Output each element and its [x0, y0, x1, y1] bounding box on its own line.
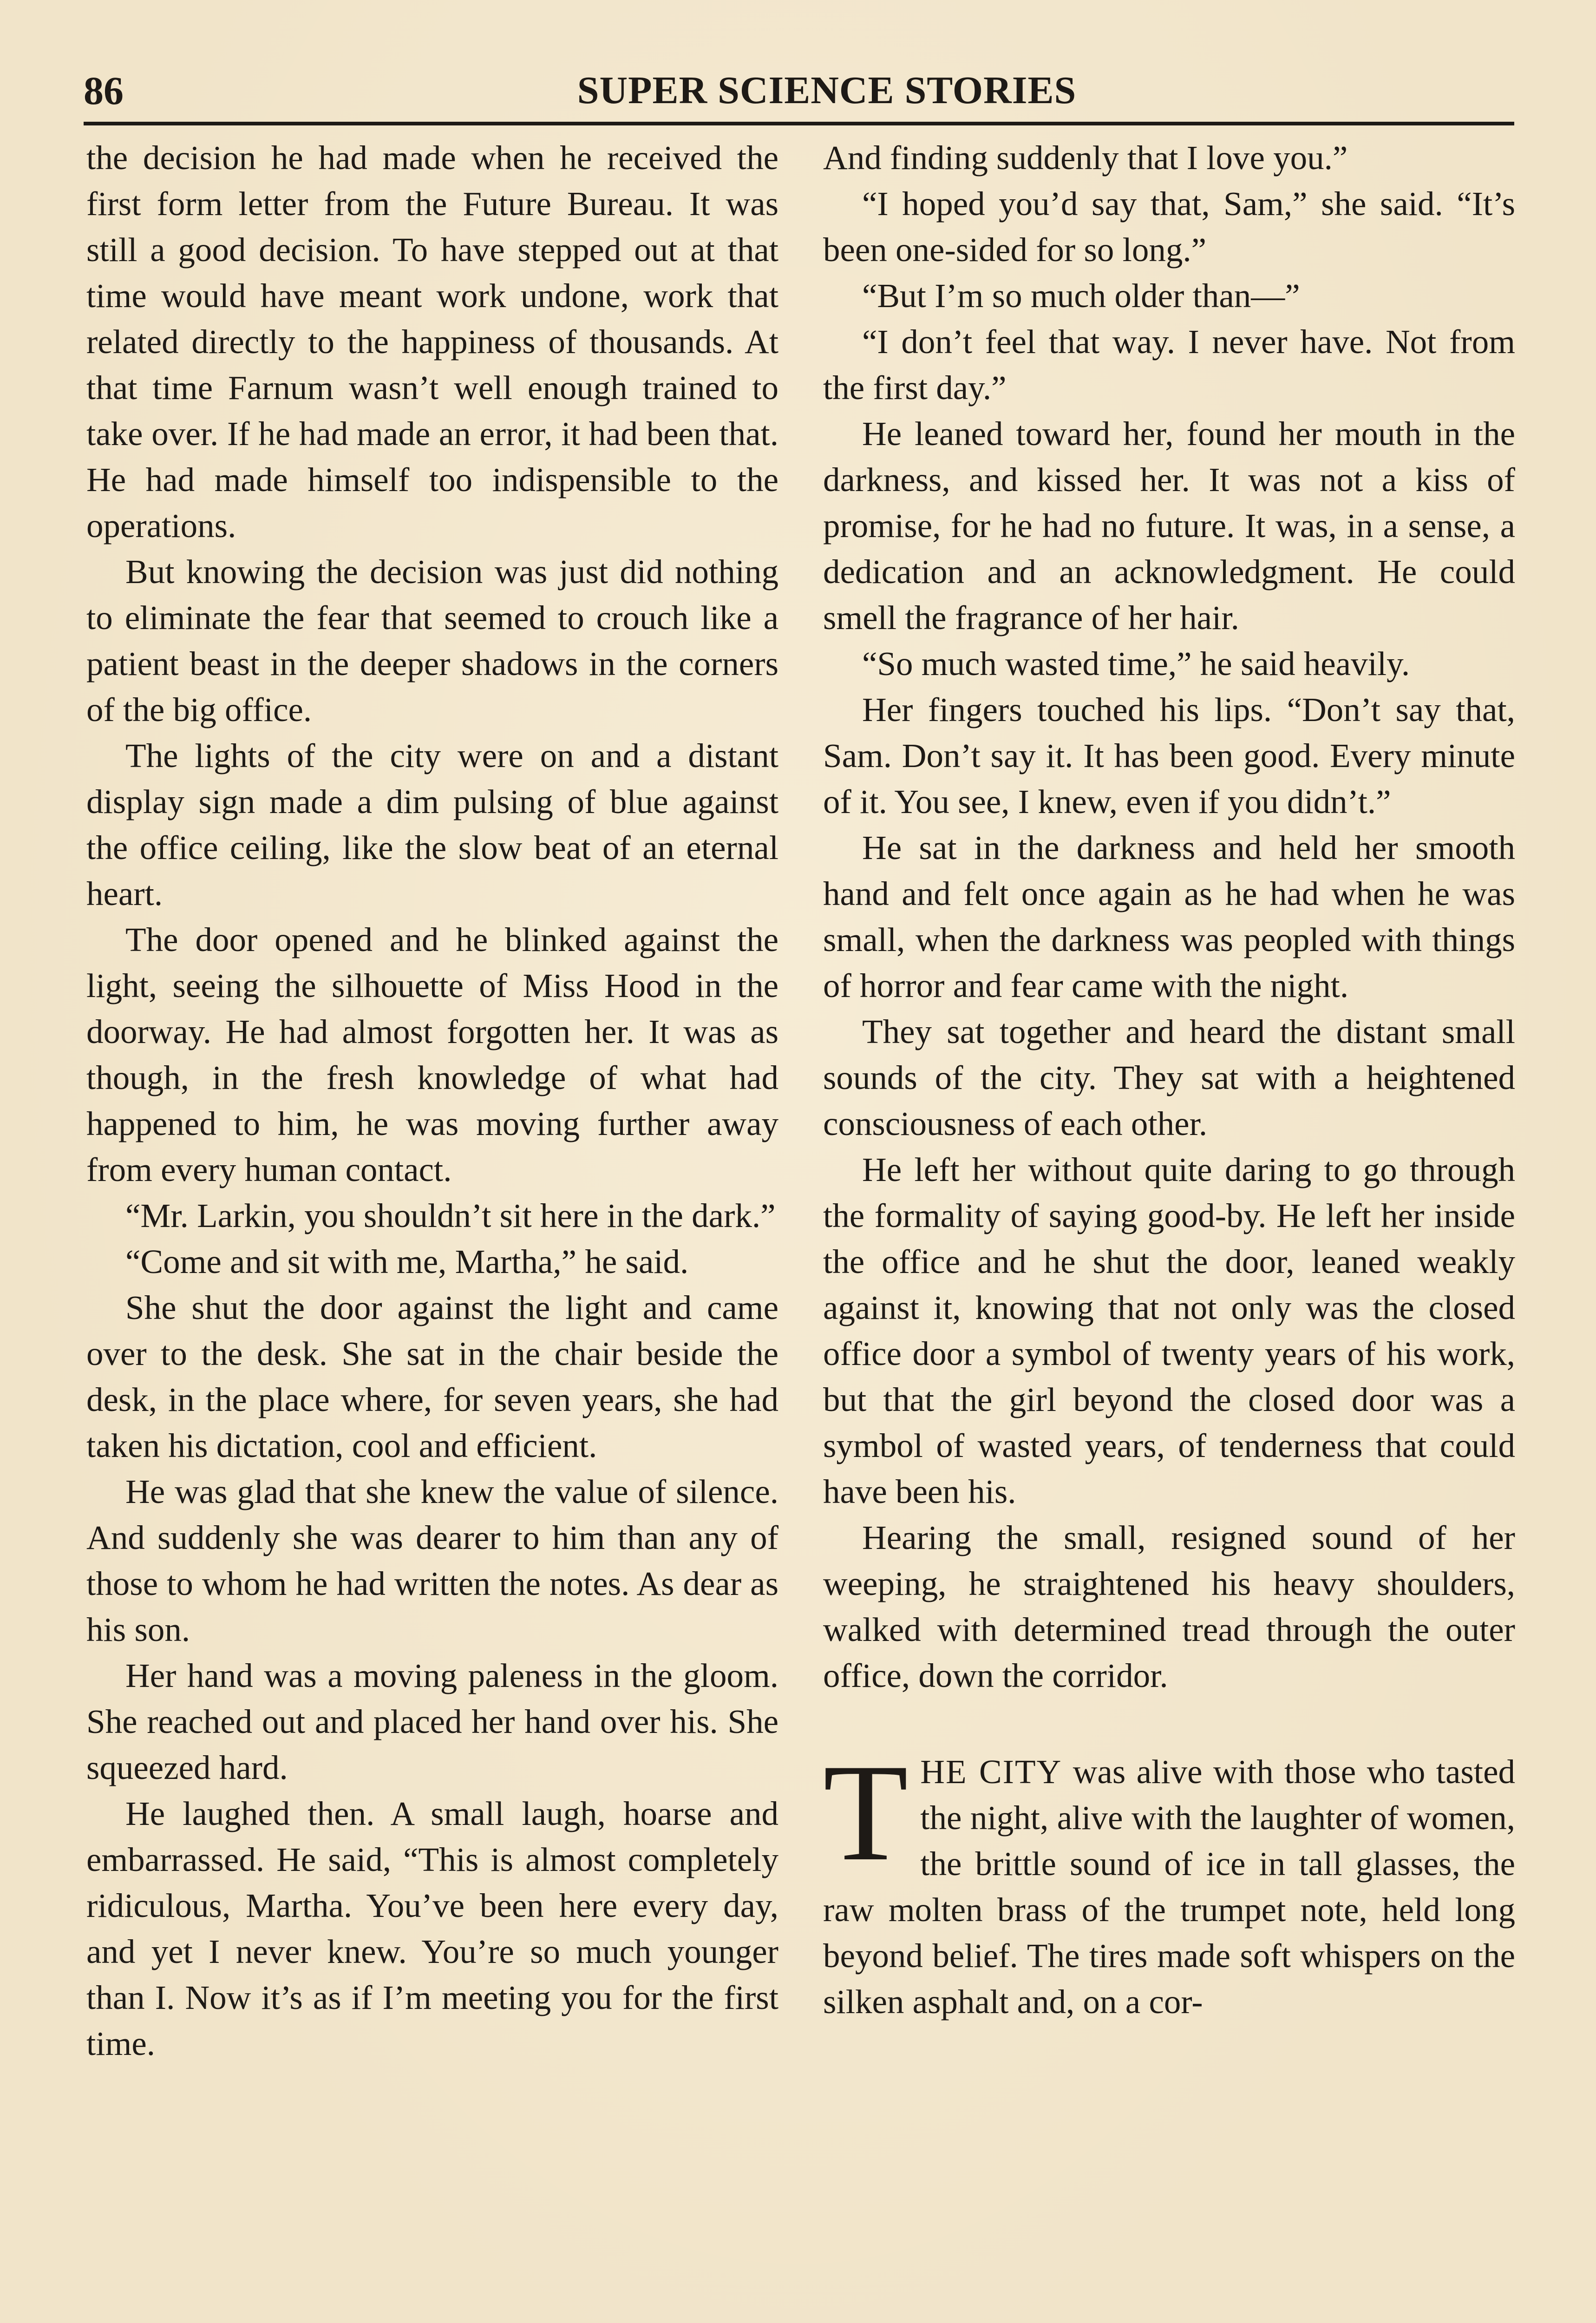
page-header: [84, 65, 1514, 125]
paragraph: “Mr. Larkin, you shouldn’t sit here in the dark.”: [125, 1197, 776, 1234]
paragraph: Her fingers touched his lips. “Don’t say that, Sam. Don’t say it. It has been good. Every minute of it. You see, I knew, even if you didn’t.”: [823, 691, 1515, 820]
header-rule: [84, 122, 1514, 125]
paragraph: He laughed then. A small laugh, hoarse and embarrassed. He said, “This is almost completely ridiculous, Martha. You’ve been here every day, and yet I never knew. You’re so much younger than I. Now it’s as if I’m meeting you for the first time.: [86, 1795, 778, 2062]
paragraph: He was glad that she knew the value of silence. And suddenly she was dearer to him than any of those to whom he had written the notes. As dear as his son.: [86, 1473, 778, 1648]
paragraph: “So much wasted time,” he said heavily.: [862, 645, 1410, 682]
lead-in: HE CITY: [920, 1753, 1062, 1791]
paragraph: “I hoped you’d say that, Sam,” she said. “It’s been one-sided for so long.”: [823, 185, 1515, 269]
paragraph: “Come and sit with me, Martha,” he said.: [125, 1243, 689, 1280]
section-opening-paragraph: [823, 1735, 1515, 2025]
paragraph: He sat in the darkness and held her smooth hand and felt once again as he had when he was small, when the darkness was peopled with things of horror and fear came with the night.: [823, 829, 1515, 1004]
section-break: [823, 1699, 1515, 1749]
paragraph: Her hand was a moving paleness in the gloom. She reached out and placed her hand over his. She squeezed hard.: [86, 1657, 778, 1786]
paragraph: “But I’m so much older than—”: [862, 277, 1300, 315]
paragraph: “I don’t feel that way. I never have. Not from the first day.”: [823, 323, 1515, 407]
paragraph: She shut the door against the light and came over to the desk. She sat in the chair beside the desk, in the place where, for seven years, she had taken his dictation, cool and efficient.: [86, 1289, 778, 1464]
page-number: 86: [84, 68, 124, 113]
right-column: [823, 135, 1515, 2025]
left-column: [86, 135, 778, 2067]
paragraph: He left her without quite daring to go through the formality of saying good-by. He left her inside the office and he shut the door, leaned weakly against it, knowing that not only was the closed office door a symbol of twenty years of his work, but that the girl beyond the closed door was a symbol of wasted years, of tenderness that could have been his.: [823, 1151, 1515, 1510]
section-text: was alive with those who tasted the night, alive with the laughter of women, the brittle sound of ice in tall glasses, the raw molten brass of the trumpet note, held long beyond belief. The tires made soft whispers on the silken asphalt and, on a cor-: [823, 1753, 1515, 2021]
paragraph: Hearing the small, resigned sound of her weeping, he straightened his heavy shoulders, walked with determined tread through the outer office, down the corridor.: [823, 1519, 1515, 1694]
paragraph: The lights of the city were on and a distant display sign made a dim pulsing of blue against the office ceiling, like the slow beat of an eternal heart.: [86, 737, 778, 912]
magazine-title: SUPER SCIENCE STORIES: [577, 69, 1077, 112]
paragraph: the decision he had made when he received the first form letter from the Future Bureau. It was still a good decision. To have stepped out at that time would have meant work undone, work that related directly to the happiness of thousands. At that time Farnum wasn’t well enough trained to take over. If he had made an error, it had been that. He had made himself too indispensible to the operations.: [86, 139, 778, 545]
paragraph: He leaned toward her, found her mouth in the darkness, and kissed her. It was not a kiss of promise, for he had no future. It was, in a sense, a dedication and an acknowledgment. He could smell the fragrance of her hair.: [823, 415, 1515, 637]
paragraph: They sat together and heard the distant small sounds of the city. They sat with a heightened consciousness of each other.: [823, 1013, 1515, 1142]
paragraph: And finding suddenly that I love you.”: [823, 139, 1348, 177]
drop-cap: T: [823, 1735, 909, 1890]
paragraph: The door opened and he blinked against the light, seeing the silhouette of Miss Hood in the doorway. He had almost forgotten her. It was as though, in the fresh knowledge of what had happened to him, he was moving further away from every human contact.: [86, 921, 778, 1188]
paragraph: But knowing the decision was just did nothing to eliminate the fear that seemed to crouch like a patient beast in the deeper shadows in the corners of the big office.: [86, 553, 778, 728]
